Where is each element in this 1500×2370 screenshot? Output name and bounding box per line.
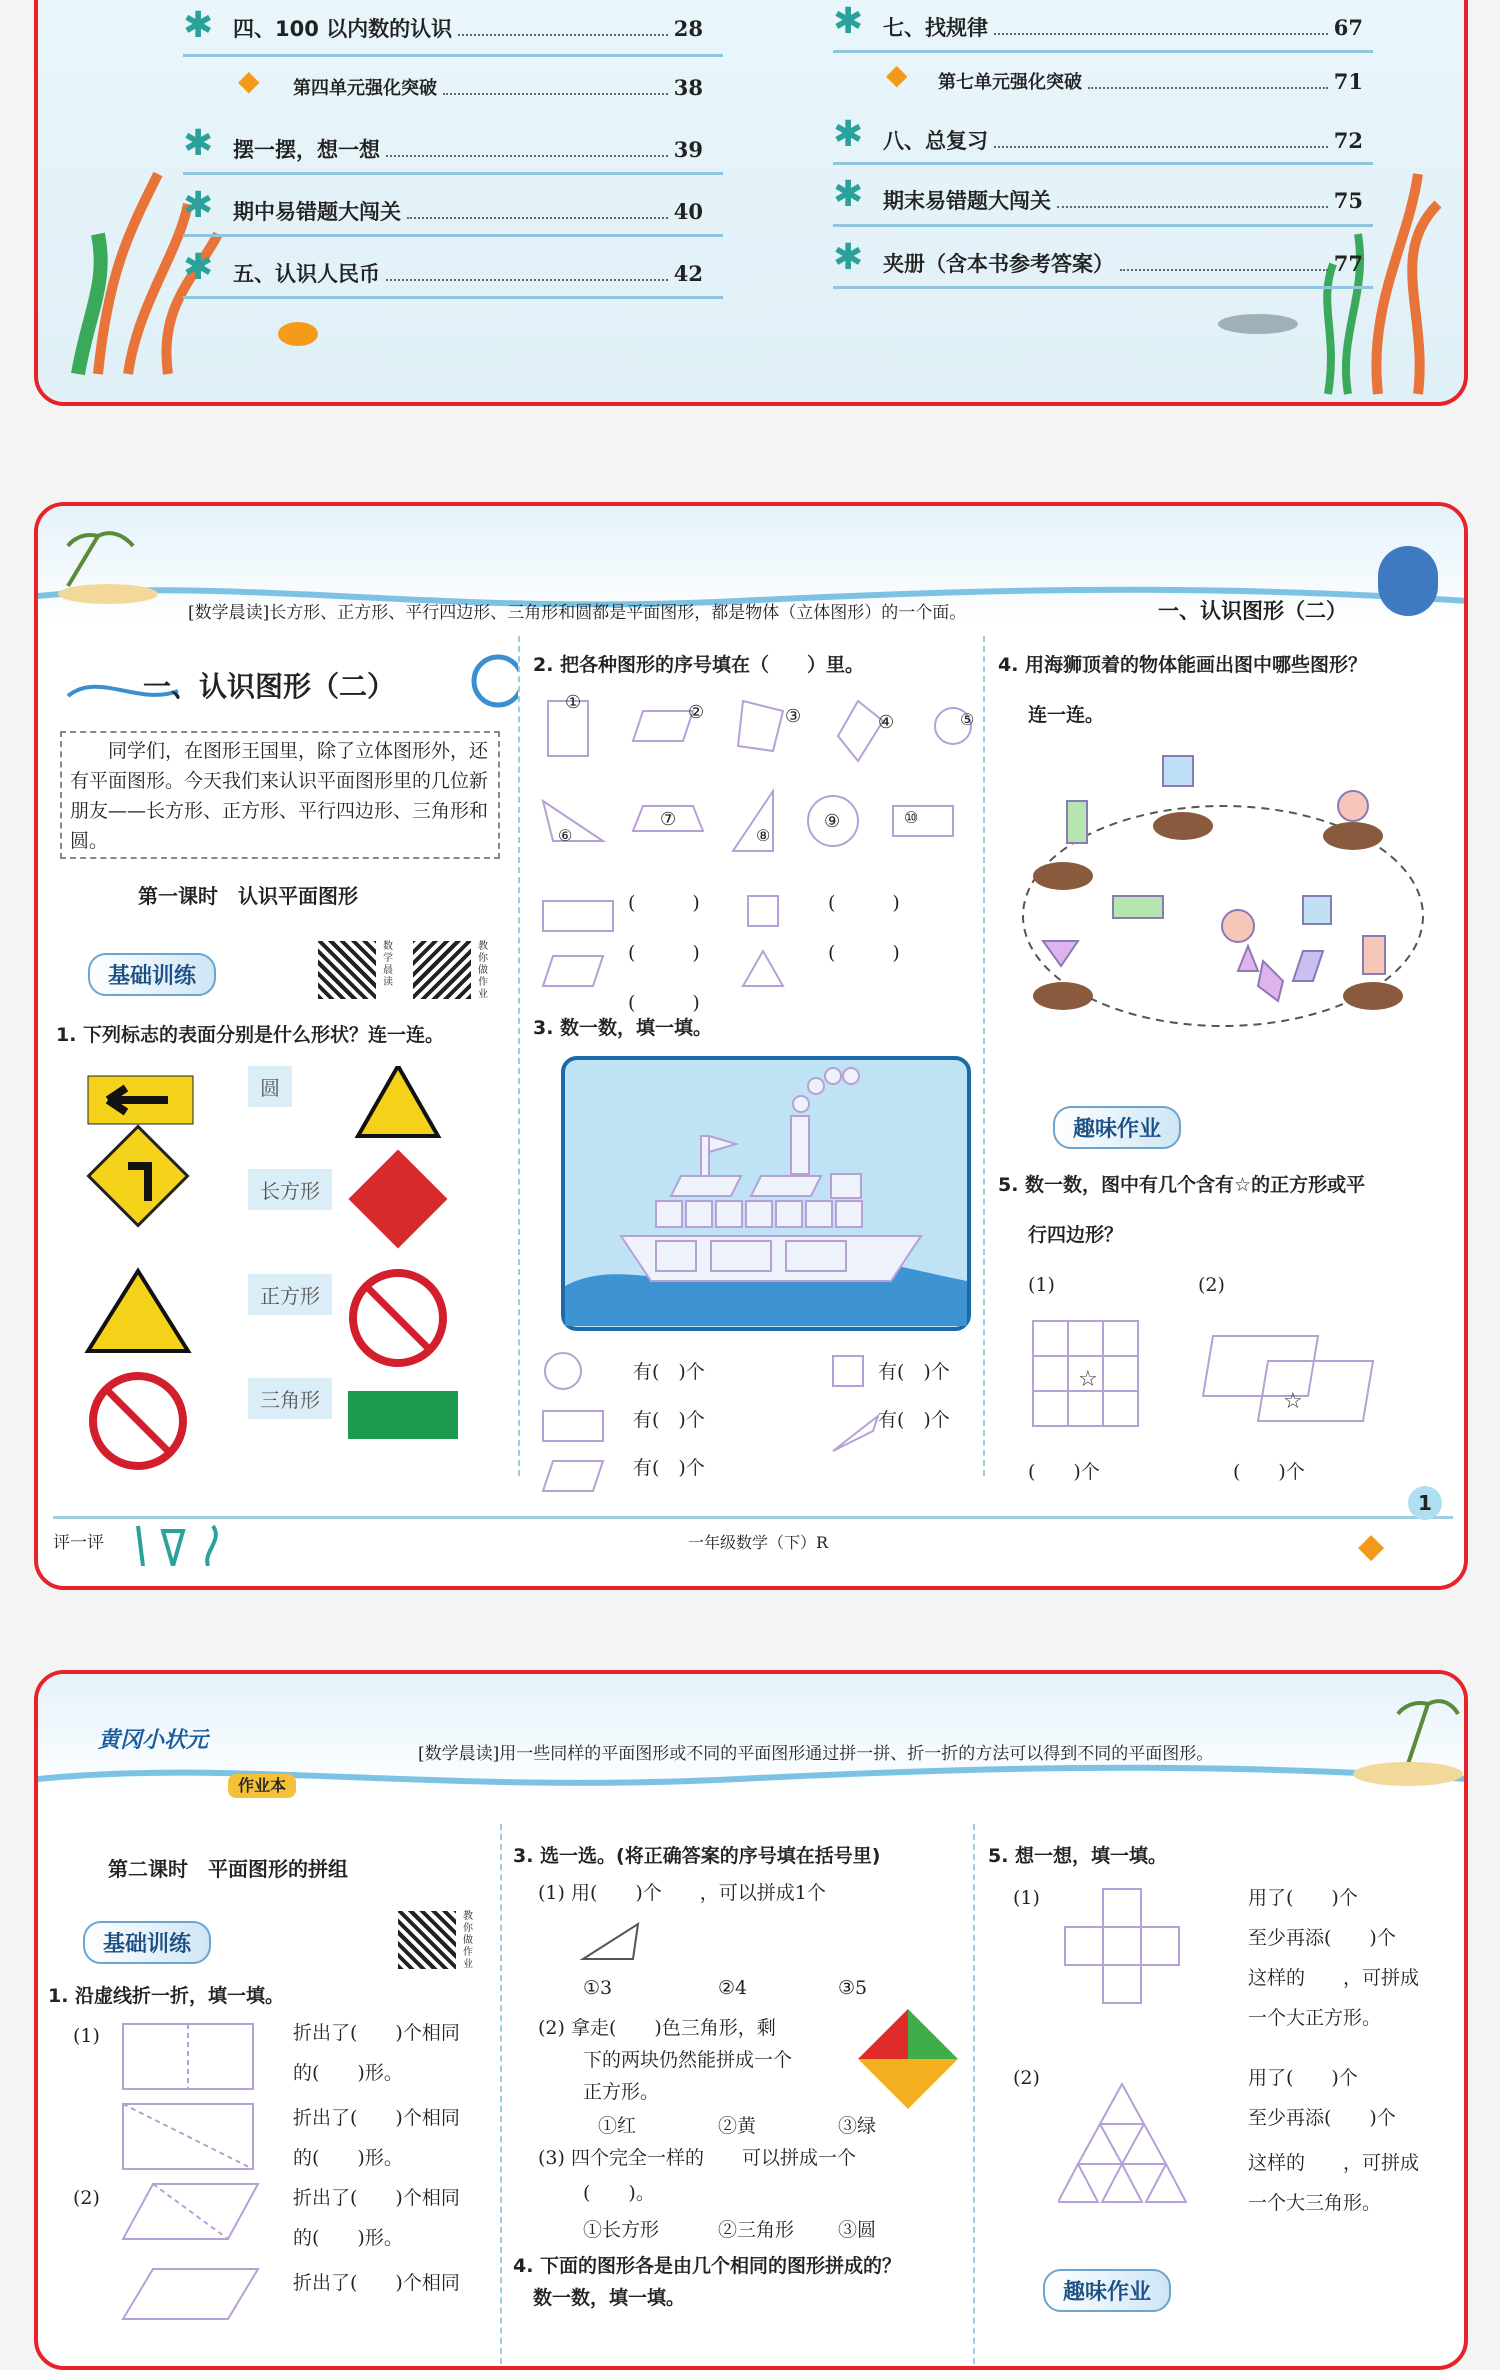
fill-blank[interactable]: 至少再添( )个 bbox=[1248, 1927, 1396, 1949]
svg-text:☆: ☆ bbox=[1283, 1389, 1303, 1414]
basic-training-badge: 基础训练 bbox=[83, 1921, 211, 1964]
toc-page-num: 38 bbox=[673, 74, 703, 100]
toc-page-num: 39 bbox=[673, 136, 703, 162]
shape-label[interactable]: 长方形 bbox=[248, 1169, 332, 1210]
option[interactable]: ③绿 bbox=[838, 2115, 877, 2137]
toc-title: 摆一摆，想一想 bbox=[233, 138, 380, 162]
fold-blank[interactable]: 折出了( )个相同 bbox=[293, 2022, 460, 2044]
toc-title: 期中易错题大闯关 bbox=[233, 200, 401, 224]
ship-picture bbox=[561, 1056, 971, 1331]
brand-sub: 作业本 bbox=[228, 1774, 296, 1798]
toc-item[interactable] bbox=[883, 120, 1363, 160]
answer-blank[interactable]: ( ) bbox=[828, 942, 900, 964]
toc-page-num: 72 bbox=[1333, 127, 1363, 153]
toc-title: 八、总复习 bbox=[883, 129, 988, 153]
shape-number: ④ bbox=[878, 712, 895, 733]
mascot-icon bbox=[1378, 546, 1438, 616]
question-4: 4. 下面的图形各是由几个相同的图形拼成的？ bbox=[513, 2255, 902, 2277]
fill-blank[interactable]: 这样的 ，可拼成 bbox=[1248, 1967, 1420, 1989]
fold-blank[interactable]: 折出了( )个相同 bbox=[293, 2272, 460, 2294]
option[interactable]: ①3 bbox=[583, 1977, 613, 1999]
count-blank[interactable]: 有( )个 bbox=[878, 1409, 950, 1431]
fill-blank[interactable]: 一个大三角形。 bbox=[1248, 2192, 1382, 2214]
question-1: 1. 沿虚线折一折，填一填。 bbox=[48, 1985, 285, 2007]
subquestion-label: (1) bbox=[1028, 1274, 1055, 1296]
subquestion-label: (1) bbox=[73, 2025, 100, 2047]
shape-label[interactable]: 正方形 bbox=[248, 1274, 332, 1315]
shape-figures bbox=[533, 691, 973, 1006]
qr-code-icon bbox=[413, 941, 471, 999]
subquestion-label: (2) bbox=[1198, 1274, 1225, 1296]
intro-text: 同学们，在图形王国里，除了立体图形外，还有平面图形。今天我们来认识平面图形里的几位新朋友——长方形、正方形、平行四边形、三角形和圆。 bbox=[70, 740, 489, 852]
subquestion-label: (2) bbox=[1013, 2067, 1040, 2089]
shape-label[interactable]: 圆 bbox=[248, 1066, 292, 1107]
question-3: 3. 数一数，填一填。 bbox=[533, 1017, 713, 1039]
fold-blank[interactable]: 的( )形。 bbox=[293, 2062, 403, 2084]
fold-blank[interactable]: 折出了( )个相同 bbox=[293, 2107, 460, 2129]
starfish-icon: ✱ bbox=[833, 1, 864, 42]
shape-number: ⑨ bbox=[824, 811, 841, 832]
option[interactable]: ②黄 bbox=[718, 2115, 757, 2137]
question-1: 1. 下列标志的表面分别是什么形状？连一连。 bbox=[56, 1024, 445, 1046]
starfish-icon: ✱ bbox=[183, 5, 214, 46]
fun-homework-badge: 趣味作业 bbox=[1043, 2269, 1171, 2312]
count-blank[interactable]: 有( )个 bbox=[633, 1457, 705, 1479]
question-4-sub: 数一数，填一填。 bbox=[533, 2287, 686, 2309]
footer-rating: 评一评 bbox=[53, 1533, 104, 1553]
toc-item[interactable] bbox=[233, 253, 703, 293]
toc-item[interactable] bbox=[233, 191, 703, 231]
lesson-title: 第一课时 认识平面图形 bbox=[138, 884, 358, 908]
question-5: 5. 想一想，填一填。 bbox=[988, 1845, 1168, 1867]
starfish-icon: ✱ bbox=[183, 185, 214, 226]
toc-item[interactable] bbox=[883, 7, 1363, 47]
qr-label: 数学晨读 bbox=[383, 941, 393, 988]
option[interactable]: ①长方形 bbox=[583, 2219, 660, 2241]
toc-item[interactable] bbox=[938, 61, 1363, 101]
starfish-icon: ✱ bbox=[833, 114, 864, 155]
count-blank[interactable]: 有( )个 bbox=[633, 1409, 705, 1431]
fold-figures bbox=[118, 2019, 268, 2369]
toc-page-num: 28 bbox=[673, 15, 703, 41]
shape-number: ② bbox=[688, 702, 705, 723]
toc-title: 第七单元强化突破 bbox=[938, 72, 1082, 93]
fish-icon: ◆ bbox=[238, 64, 260, 97]
answer-blank[interactable]: ( ) bbox=[828, 892, 900, 914]
starfish-icon: ✱ bbox=[183, 123, 214, 164]
fish-icon: ◆ bbox=[1358, 1526, 1385, 1566]
shape-number: ⑦ bbox=[660, 809, 677, 830]
toc-page bbox=[34, 0, 1468, 406]
question-5-sub: 行四边形？ bbox=[1028, 1224, 1124, 1246]
question-3-2: 正方形。 bbox=[583, 2081, 660, 2103]
fold-blank[interactable]: 的( )形。 bbox=[293, 2147, 403, 2169]
toc-page-num: 67 bbox=[1333, 14, 1363, 40]
toc-title: 第四单元强化突破 bbox=[293, 78, 437, 99]
fill-blank[interactable]: 这样的 ，可拼成 bbox=[1248, 2152, 1420, 2174]
workbook-page-1 bbox=[34, 502, 1468, 1590]
question-4-sub: 连一连。 bbox=[1028, 704, 1105, 726]
toc-item[interactable] bbox=[233, 129, 703, 169]
shape-number: ③ bbox=[785, 706, 802, 727]
toc-title: 七、找规律 bbox=[883, 16, 988, 40]
toc-title: 夹册（含本书参考答案） bbox=[883, 252, 1114, 276]
count-shapes-icon bbox=[823, 1346, 883, 1456]
header-banner: [数学晨读]长方形、正方形、平行四边形、三角形和圆都是平面图形，都是物体（立体图形）的一个面。 bbox=[188, 603, 967, 623]
page-number: 1 bbox=[1408, 1486, 1442, 1520]
toc-item[interactable] bbox=[883, 243, 1363, 283]
workbook-page-2 bbox=[34, 1670, 1468, 2370]
header-unit: 一、认识图形（二） bbox=[1158, 599, 1347, 623]
shape-number: ⑤ bbox=[960, 710, 975, 729]
question-2: 2. 把各种图形的序号填在（ ）里。 bbox=[533, 654, 865, 676]
toc-page-num: 42 bbox=[673, 260, 703, 286]
starfish-icon: ✱ bbox=[183, 247, 214, 288]
toc-item[interactable] bbox=[293, 67, 703, 107]
question-5: 5. 数一数，图中有几个含有☆的正方形或平 bbox=[998, 1174, 1366, 1196]
fill-blank[interactable]: 用了( )个 bbox=[1248, 1887, 1358, 1909]
fish-icon: ◆ bbox=[886, 58, 908, 91]
answer-blank[interactable]: ( )个 bbox=[1028, 1461, 1100, 1483]
count-blank[interactable]: 有( )个 bbox=[633, 1361, 705, 1383]
qr-label: 教你做作业 bbox=[478, 941, 488, 1000]
answer-blank[interactable]: ( )个 bbox=[1233, 1461, 1305, 1483]
toc-title: 期末易错题大闯关 bbox=[883, 189, 1051, 213]
brand-logo: 黄冈小状元 bbox=[98, 1728, 209, 1753]
counting-grid bbox=[1028, 1316, 1428, 1436]
toc-title: 五、认识人民币 bbox=[233, 262, 380, 286]
qr-code-icon bbox=[398, 1911, 456, 1969]
toc-item[interactable] bbox=[233, 8, 703, 48]
toc-page-num: 71 bbox=[1333, 68, 1363, 94]
starfish-icon: ✱ bbox=[833, 174, 864, 215]
question-3: 3. 选一选。(将正确答案的序号填在括号里) bbox=[513, 1845, 881, 1867]
answer-blank[interactable]: ( ) bbox=[628, 892, 700, 914]
page-title: 一、认识图形（二） bbox=[143, 670, 396, 703]
assemble-figures bbox=[1058, 1884, 1198, 2214]
header-banner: [数学晨读]用一些同样的平面图形或不同的平面图形通过拼一拼、折一折的方法可以得到不同的平面图形。 bbox=[418, 1744, 1214, 1764]
shape-number: ⑥ bbox=[558, 826, 573, 845]
shape-number: ⑧ bbox=[756, 826, 771, 845]
toc-page-num: 75 bbox=[1333, 187, 1363, 213]
seaweed-icon bbox=[123, 1521, 233, 1566]
toc-page-num: 40 bbox=[673, 198, 703, 224]
shape-number: ① bbox=[565, 692, 582, 713]
question-3-1: (1) 用( )个 ，可以拼成1个 bbox=[538, 1882, 826, 1904]
sea-lion-picture bbox=[1003, 746, 1443, 1066]
fold-blank[interactable]: 的( )形。 bbox=[293, 2227, 403, 2249]
fill-blank[interactable]: 一个大正方形。 bbox=[1248, 2007, 1382, 2029]
answer-blank[interactable]: ( ) bbox=[628, 992, 700, 1014]
toc-page-num: 77 bbox=[1333, 250, 1363, 276]
color-triangles bbox=[853, 2004, 963, 2114]
option[interactable]: ①红 bbox=[598, 2115, 637, 2137]
toc-item[interactable] bbox=[883, 180, 1363, 220]
count-blank[interactable]: 有( )个 bbox=[878, 1361, 950, 1383]
footer-book: 一年级数学（下）R bbox=[688, 1533, 829, 1552]
answer-blank[interactable]: ( ) bbox=[628, 942, 700, 964]
question-4: 4. 用海狮顶着的物体能画出图中哪些图形？ bbox=[998, 654, 1368, 676]
fold-blank[interactable]: 折出了( )个相同 bbox=[293, 2187, 460, 2209]
option[interactable]: ③圆 bbox=[838, 2219, 877, 2241]
question-3-2: (2) 拿走( )色三角形，剩 bbox=[538, 2017, 776, 2039]
starfish-icon: ✱ bbox=[833, 237, 864, 278]
option[interactable]: ③5 bbox=[838, 1977, 868, 1999]
question-3-3: ( )。 bbox=[583, 2182, 655, 2204]
qr-code-icon bbox=[318, 941, 376, 999]
basic-training-badge: 基础训练 bbox=[88, 953, 216, 996]
fun-homework-badge: 趣味作业 bbox=[1053, 1106, 1181, 1149]
option[interactable]: ②4 bbox=[718, 1977, 748, 1999]
question-3-2: 下的两块仍然能拼成一个 bbox=[583, 2049, 793, 2071]
shape-number: ⑩ bbox=[904, 808, 919, 827]
shape-label[interactable]: 三角形 bbox=[248, 1378, 332, 1419]
svg-text:☆: ☆ bbox=[1078, 1367, 1098, 1392]
question-3-3: (3) 四个完全一样的 可以拼成一个 bbox=[538, 2147, 856, 2169]
subquestion-label: (2) bbox=[73, 2187, 100, 2209]
triangle-figure bbox=[578, 1919, 658, 1969]
fill-blank[interactable]: 用了( )个 bbox=[1248, 2067, 1358, 2089]
qr-label: 教你做作业 bbox=[463, 1911, 473, 1970]
option[interactable]: ②三角形 bbox=[718, 2219, 795, 2241]
lesson-title: 第二课时 平面图形的拼组 bbox=[108, 1857, 348, 1881]
fill-blank[interactable]: 至少再添( )个 bbox=[1248, 2107, 1396, 2129]
subquestion-label: (1) bbox=[1013, 1887, 1040, 1909]
toc-title: 四、100 以内数的认识 bbox=[233, 17, 453, 41]
